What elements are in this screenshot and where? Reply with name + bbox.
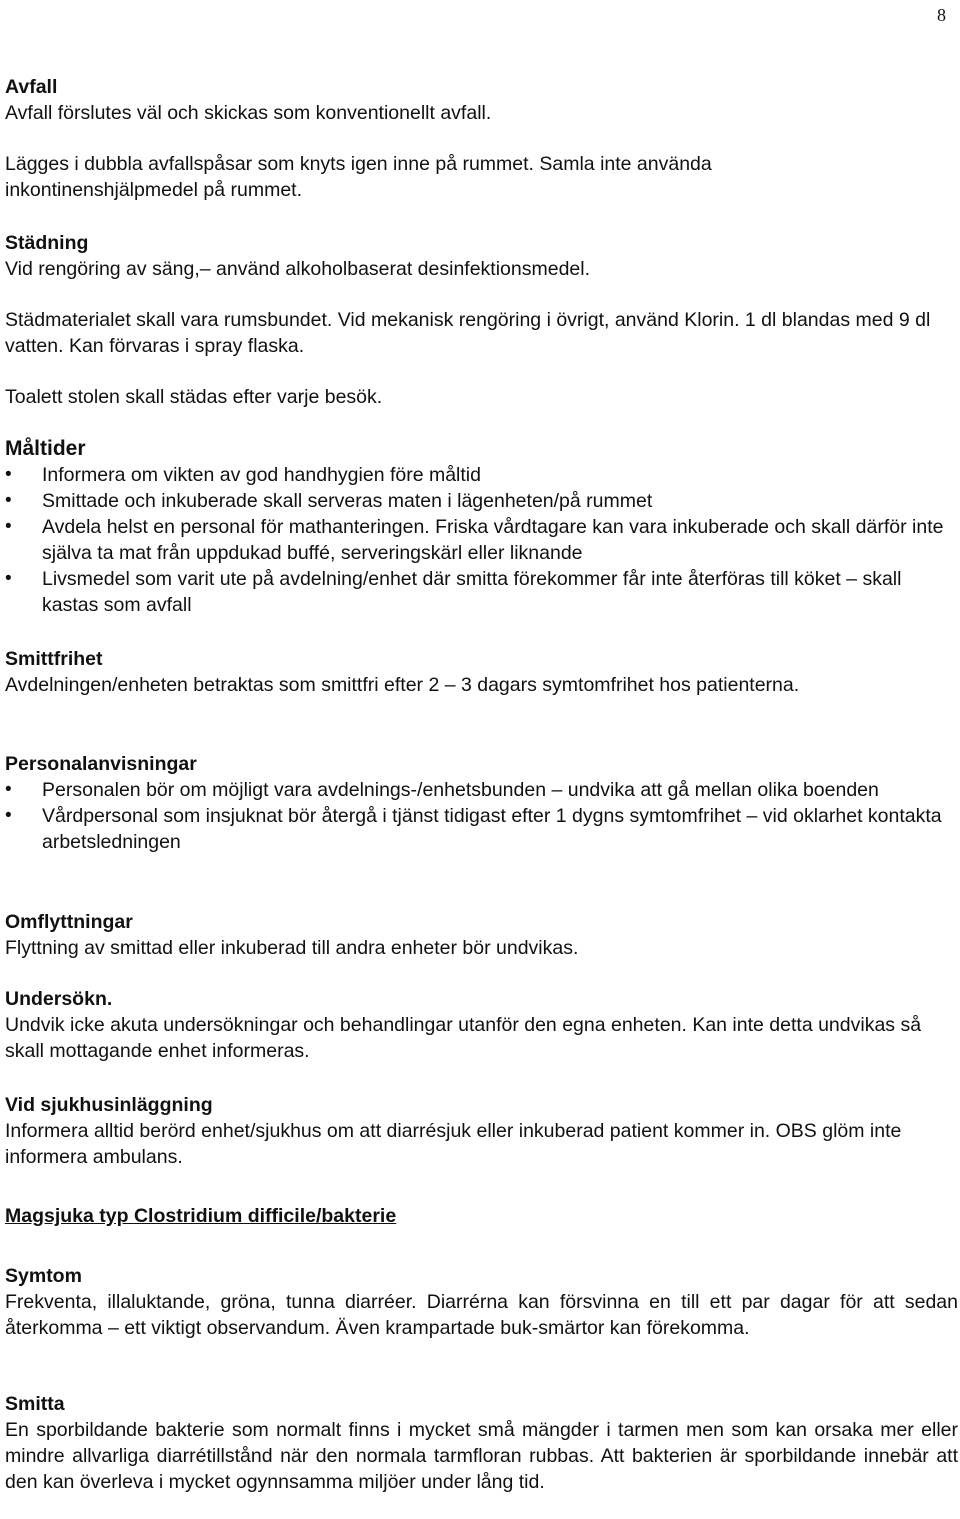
section-personalanvisningar [5, 751, 958, 855]
heading-smittfrihet: Smittfrihet [5, 648, 103, 670]
personal-list [5, 777, 958, 855]
heading-undersokn: Undersökn. [5, 988, 113, 1010]
smittfrihet-text: Avdelningen/enheten betraktas som smittfri efter 2 – 3 dagars symtomfrihet hos patienterna. [5, 674, 800, 696]
heading-smitta: Smitta [5, 1393, 65, 1415]
section-magsjuka [5, 1203, 958, 1229]
section-undersokn [5, 986, 958, 1064]
heading-personalanvisningar: Personalanvisningar [5, 753, 197, 775]
avfall-text-1: Avfall förslutes väl och skickas som konventionellt avfall. [5, 102, 492, 124]
section-omflyttningar [5, 909, 958, 961]
stadning-paragraph-3 [5, 384, 958, 410]
undersokn-text: Undvik icke akuta undersökningar och behandlingar utanför den egna enheten. Kan inte detta undvikas så skall mottagande enhet informeras. [5, 1014, 922, 1062]
list-item: • Avdela helst en personal för mathanteringen. Friska vårdtagare kan vara inkuberade och skall därför inte själva ta mat från uppdukad buffé, serveringskärl eller liknande [5, 514, 958, 566]
stadning-text-2: Städmaterialet skall vara rumsbundet. Vid mekanisk rengöring i övrigt, använd Klorin. 1 dl blandas med 9 dl vatten. Kan förvaras i spray flaska. [5, 309, 931, 357]
stadning-text-1: Vid rengöring av säng,– använd alkoholbaserat desinfektionsmedel. [5, 258, 591, 280]
list-item: • Smittade och inkuberade skall serveras maten i lägenheten/på rummet [5, 488, 958, 514]
smitta-text: En sporbildande bakterie som normalt finns i mycket små mängder i tarmen men som kan orsaka mer eller mindre allvarliga diarrétillstånd när den normala tarmfloran rubbas. Att bakterien är sporbildande innebär att den kan överleva i mycket ogynnsamma miljöer under lång tid. [5, 1419, 958, 1493]
section-maltider [5, 436, 958, 618]
avfall-text-2: Lägges i dubbla avfallspåsar som knyts igen inne på rummet. Samla inte använda inkontinenshjälpmedel på rummet. [5, 153, 712, 201]
heading-stadning: Städning [5, 232, 89, 254]
section-smittfrihet [5, 646, 958, 698]
heading-maltider: Måltider [5, 437, 86, 460]
page-number: 8 [937, 5, 946, 25]
heading-omflyttningar: Omflyttningar [5, 911, 133, 933]
section-smitta [5, 1391, 958, 1495]
maltider-list [5, 462, 958, 618]
stadning-text-3: Toalett stolen skall städas efter varje besök. [5, 386, 383, 408]
avfall-paragraph-2 [5, 151, 905, 203]
omflyttningar-text: Flyttning av smittad eller inkuberad till andra enheter bör undvikas. [5, 937, 579, 959]
list-item: • Informera om vikten av god handhygien före måltid [5, 462, 958, 488]
list-item: • Personalen bör om möjligt vara avdelnings-/enhetsbunden – undvika att gå mellan olika boenden [5, 777, 958, 803]
section-sjukhusinlaggning [5, 1092, 958, 1170]
heading-avfall: Avfall [5, 76, 58, 98]
sjukhusinlaggning-text: Informera alltid berörd enhet/sjukhus om att diarrésjuk eller inkuberad patient kommer in. OBS glöm inte informera ambulans. [5, 1120, 902, 1168]
list-item: • Vårdpersonal som insjuknat bör återgå i tjänst tidigast efter 1 dygns symtomfrihet – vid oklarhet kontakta arbetsledningen [5, 803, 958, 855]
stadning-paragraph-2 [5, 307, 958, 359]
section-stadning [5, 230, 958, 282]
list-item: • Livsmedel som varit ute på avdelning/enhet där smitta förekommer får inte återföras till köket – skall kastas som avfall [5, 566, 958, 618]
magsjuka-title: Magsjuka typ Clostridium difficile/bakterie [5, 1205, 397, 1227]
heading-sjukhusinlaggning: Vid sjukhusinläggning [5, 1094, 213, 1116]
section-symtom [5, 1263, 958, 1341]
heading-symtom: Symtom [5, 1265, 82, 1287]
symtom-text: Frekventa, illaluktande, gröna, tunna diarréer. Diarrérna kan försvinna en till ett par dagar för att sedan återkomma – ett viktigt observandum. Även krampartade buk-smärtor kan förekomma. [5, 1291, 958, 1339]
section-avfall [5, 74, 958, 126]
